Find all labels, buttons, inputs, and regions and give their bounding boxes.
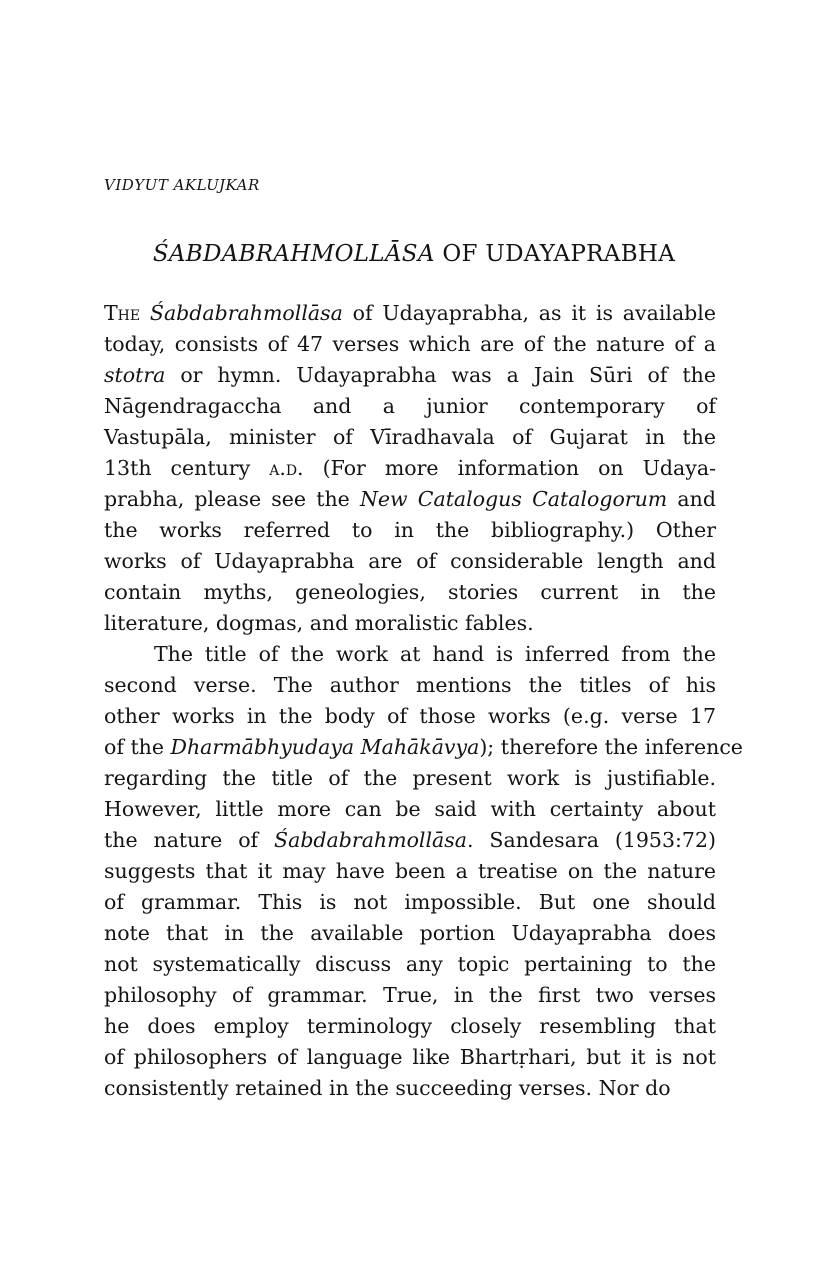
text-segment: ); therefore the inference	[479, 735, 743, 759]
text-segment: of the	[104, 735, 171, 759]
text-line	[104, 484, 716, 515]
text-line	[104, 360, 716, 391]
italic-text: stotra	[104, 363, 166, 387]
text-line	[104, 577, 716, 608]
text-segment: or hymn. Udayaprabha was a Jain Sūri of the	[165, 363, 716, 387]
text-segment: and	[667, 487, 716, 511]
italic-text: Śabdabrahmollāsa	[274, 828, 467, 852]
small-caps-text: a.d.	[269, 456, 304, 480]
text-line	[104, 732, 743, 763]
text-line	[104, 949, 716, 980]
text-segment: However, little more can be said with certainty about	[104, 797, 716, 821]
text-segment: 13th century	[104, 456, 270, 480]
text-line	[104, 298, 716, 329]
text-segment: (For more information on Udaya-	[303, 456, 716, 480]
text-segment: of Udayaprabha, as it is available	[342, 301, 716, 325]
text-segment: consistently retained in the succeeding verses. Nor do	[104, 1076, 671, 1100]
text-segment: of grammar. This is not impossible. But one should	[104, 890, 716, 914]
text-segment: Vastupāla, minister of Vīradhavala of Gujarat in the	[104, 425, 716, 449]
text-line	[104, 391, 716, 422]
text-segment: regarding the title of the present work is justifiable.	[104, 766, 716, 790]
text-line	[104, 980, 716, 1011]
text-segment: not systematically discuss any topic pertaining to the	[104, 952, 716, 976]
body-text	[104, 298, 743, 1104]
text-line	[104, 1042, 716, 1073]
text-segment: works of Udayaprabha are of considerable length and	[104, 549, 716, 573]
text-line	[104, 422, 716, 453]
text-segment: he does employ terminology closely resembling that	[104, 1014, 716, 1038]
text-segment: other works in the body of those works (e.g. verse 17	[104, 704, 716, 728]
text-line	[104, 453, 716, 484]
text-line	[104, 639, 716, 670]
text-segment: note that in the available portion Udayaprabha does	[104, 921, 716, 945]
italic-text: Dharmābhyudaya Mahākāvya	[170, 735, 480, 759]
text-line	[104, 794, 716, 825]
text-segment: The title of the work at hand is inferred from the	[154, 642, 716, 666]
text-segment	[140, 301, 150, 325]
running-head: VIDYUT AKLUJKAR	[104, 176, 260, 194]
small-caps-text: The	[104, 301, 141, 325]
text-segment: prabha, please see the	[104, 487, 360, 511]
text-segment: Nāgendragaccha and a junior contemporary of	[104, 394, 716, 418]
text-segment: literature, dogmas, and moralistic fables.	[104, 611, 534, 635]
text-line	[104, 670, 716, 701]
chapter-title-italic: ŚABDABRAHMOLLĀSA	[152, 241, 435, 267]
text-line	[104, 608, 716, 639]
text-segment: second verse. The author mentions the titles of his	[104, 673, 716, 697]
text-segment: of philosophers of language like Bhartṛhari, but it is not	[104, 1045, 716, 1069]
text-line	[104, 1011, 716, 1042]
text-line	[104, 763, 716, 794]
text-line	[104, 918, 716, 949]
text-line	[104, 856, 716, 887]
text-line	[104, 515, 716, 546]
text-segment: today, consists of 47 verses which are of the nature of a	[104, 332, 716, 356]
italic-text: New Catalogus Catalogorum	[359, 487, 668, 511]
italic-text: Śabdabrahmollāsa	[149, 301, 343, 325]
text-line	[104, 546, 716, 577]
text-line	[104, 887, 716, 918]
text-line	[104, 701, 716, 732]
text-segment: philosophy of grammar. True, in the first two verses	[104, 983, 716, 1007]
text-segment: the works referred to in the bibliography.) Other	[104, 518, 716, 542]
text-segment: contain myths, geneologies, stories current in the	[104, 580, 716, 604]
text-segment: suggests that it may have been a treatise on the nature	[104, 859, 716, 883]
text-line	[104, 825, 716, 856]
text-line	[104, 329, 716, 360]
text-segment: . Sandesara (1953:72)	[467, 828, 716, 852]
chapter-title-rest: OF UDAYAPRABHA	[434, 241, 676, 267]
text-line	[104, 1073, 716, 1104]
text-segment: the nature of	[104, 828, 275, 852]
chapter-title	[0, 241, 828, 267]
